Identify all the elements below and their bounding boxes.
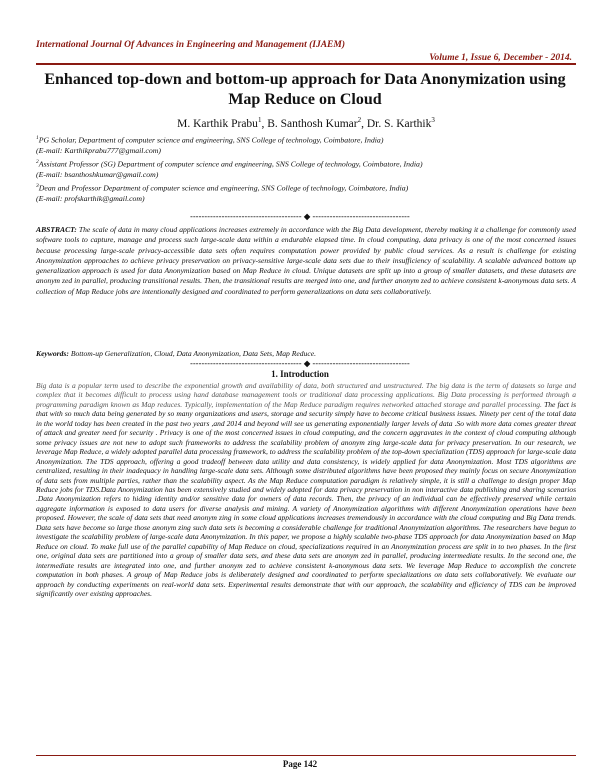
introduction-body: [36, 381, 576, 598]
affiliation-line: [36, 157, 576, 170]
author-affil-mark: 1: [257, 116, 262, 124]
affil-mark: 3: [36, 182, 39, 189]
affil-text: Dean and Professor Department of computer science and engineering, SNS College of technology, Coimbatore, India): [38, 183, 409, 193]
affil-mark: 2: [36, 158, 39, 165]
author-separator: ,: [261, 117, 268, 130]
section-heading: 1. Introduction: [271, 369, 329, 379]
author-list: [36, 116, 576, 130]
page-number: Page 142: [282, 759, 318, 769]
author-name: B. Santhosh Kumar: [267, 117, 358, 130]
volume-info: Volume 1, Issue 6, December - 2014.: [429, 53, 572, 63]
journal-name: International Journal Of Advances in Engineering and Management (IJAEM): [36, 40, 345, 50]
keywords-label: Keywords:: [36, 349, 69, 358]
author-affil-mark: 3: [431, 116, 435, 124]
affil-text: PG Scholar, Department of computer science and engineering, SNS College of technology, Coimbatore, India): [38, 135, 384, 145]
abstract-text: The scale of data in many cloud applications increases extremely in accordance with the Big Data development, thereby making it a challenge for commonly used software tools to capture, manage and process such large-scale data within a endurable elapsed time. In cloud computing, data privacy is one of the most concerned issues because processing large-scale privacy-accessible data sets often requires computation power provided by public cloud services. As a result is challenge for existing Anonymization approaches to achieve privacy preservation on privacy-sensitive large-scale data sets due to their insufficiency of scalability. A scalable advanced bottom up generalization approach is used for data Anonymization based on Map Reduce in cloud. Unique datasets are split up into a group of smaller datasets, and these datasets are anonym zed in parallel, producing transitional results. Then, the transitional results are merged into one, and further anonym zed to achieve consistent k-anonymous data sets. A collection of Map Reduce jobs are intentionally designed and coordinated to perform generalizations on data sets collaboratively.: [36, 225, 576, 296]
affil-mark: 1: [36, 135, 39, 141]
footer-rule: [36, 755, 576, 756]
intro-paragraph: [36, 381, 576, 598]
author-name: Dr. S. Karthik: [366, 117, 432, 130]
affiliation-line: [36, 133, 576, 146]
affiliation-email: (E-mail: profskarthik@gmail.com): [36, 193, 145, 203]
paper-title: Enhanced top-down and bottom-up approach for Data Anonymization using Map Reduce on Cloud: [44, 71, 566, 108]
affil-text: Assistant Professor (SG) Department of computer science and engineering, SNS College of technology, Coimbatore, India): [38, 159, 423, 169]
header-rule: [36, 63, 576, 65]
intro-text: The fact is that with so much data being generated by so many organizations and users, storage and security simply have to become critical business issues. Ninety per cent of the total data in the world today has been created in the past two years ,and 2014 and beyond will see us generating exponentially larger levels of data .So with more data comes greater threat of attack and greater need for security . Privacy is one of the most concerned issues in cloud computing, and the concern aggravates in the context of cloud computing although some privacy issues are not new to adopt such frameworks to address the scalability problem of anonym zing large-scale data for privacy preservation. In our research, we leverage Map Reduce, a widely adopted parallel data processing framework, to address the scalability problem of the top-down specialization (TDS) approach for large-scale data Anonymization. The TDS approach, offering a good tradeoff between data utility and data consistency, is widely applied for data Anonymization. Most TDS algorithms are centralized, resulting in their inadequacy in handling large-scale data sets. Although some distributed algorithms have been proposed they mainly focus on secure Anonymization of data sets from multiple parties, rather than the scalability aspect. As the Map Reduce computation paradigm is relatively simple, it is still a challenge to design proper Map Reduce jobs for TDS.Data Anonymization has been extensively studied and widely adopted for data privacy preservation in non interactive data publishing and sharing scenarios .Data Anonymization refers to hiding identity and/or sensitive data for owners of data records. Then, the privacy of an individual can be effectively preserved while certain aggregate information is exposed to data users for diverse analysis and mining. A variety of Anonymization algorithms with different Anonymization operations have been proposed. However, the scale of data sets that need anonym zing in some cloud applications increases tremendously in accordance with the cloud computing and Big Data trends. Data sets have become so large those anonym zing such data sets is becoming a considerable challenge for traditional Anonymization algorithms. The researchers have begun to investigate the scalability problem of large-scale data Anonymization. In this paper, we propose a highly scalable two-phase TDS approach for data Anonymization based on Map Reduce on cloud. To make full use of the parallel capability of Map Reduce on cloud, specializations required in an Anonymization process are split in to two phases. In the first one, original data sets are partitioned into a group of smaller data sets, and these data sets are anonym zed in parallel, producing intermediate results. In the second one, the intermediate results are integrated into one, and further anonym zed to achieve consistent k-anonymous data sets. We leverage Map Reduce to accomplish the concrete computation in both phases. A group of Map Reduce jobs is deliberately designed and coordinated to perform specializations on data sets collaboratively. We evaluate our approach by conducting experiments on real-world data sets. Experimental results demonstrate that with our approach, the scalability and efficiency of TDS can be improved significantly over existing approaches.: [36, 399, 577, 598]
author-separator: ,: [361, 117, 367, 130]
intro-text-light: Big data is a popular term used to describe the exponential growth and availability of data, both structured and unstructured. The big data is the term of datasets so large and complex that it becomes difficult to process using hand database management tools or traditional data processing applications. Big Data processing is performed through a programming paradigm known as Map reduces. Typically, implementation of the Map Reduce paradigm requires networked attached storage and parallel processing.: [36, 381, 576, 409]
affiliation-email: (E-mail: bsanthoshkumar@gmail.com): [36, 169, 159, 179]
abstract-label: ABSTRACT:: [36, 225, 77, 234]
author-affil-mark: 2: [357, 116, 362, 124]
separator-line: --------------------------------------- ◆ ----------------------------------: [190, 212, 410, 221]
abstract: [36, 225, 576, 297]
keywords: [36, 349, 576, 358]
author-name: M. Karthik Prabu: [177, 117, 258, 130]
affiliations: [36, 133, 576, 204]
keywords-text: Bottom-up Generalization, Cloud, Data Anonymization, Data Sets, Map Reduce.: [70, 349, 316, 358]
affiliation-line: [36, 181, 576, 194]
affiliation-email: (E-mail: Karthikprabu777@gmail.com): [36, 146, 161, 156]
separator-line: --------------------------------------- ◆ ----------------------------------: [190, 359, 410, 368]
